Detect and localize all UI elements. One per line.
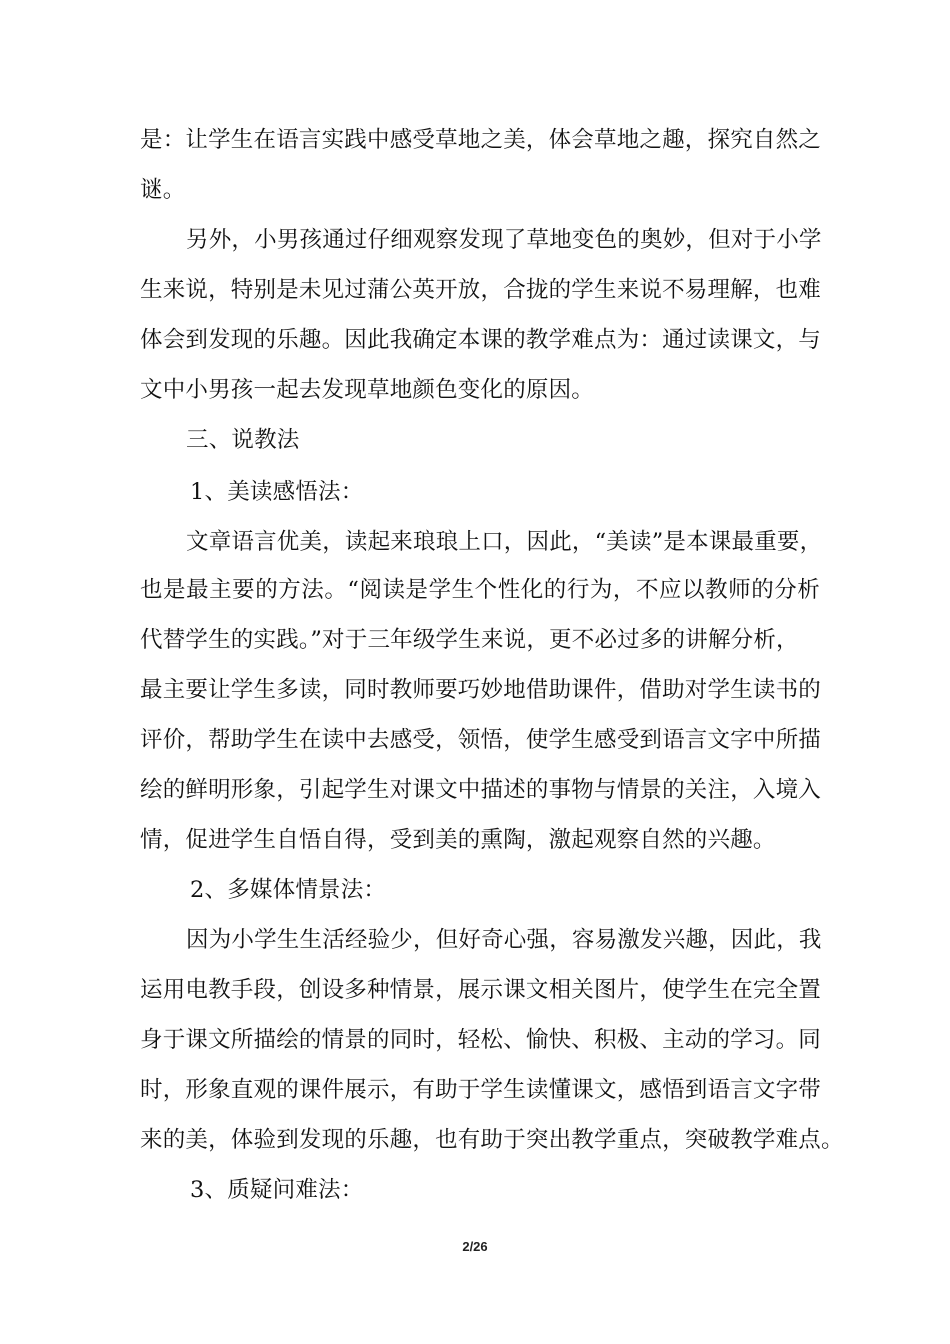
body-line: 最主要让学生多读，同时教师要巧妙地借助课件，借助对学生读书的 xyxy=(140,677,822,703)
section-heading: 三、说教法 xyxy=(186,427,300,453)
body-line: 时，形象直观的课件展示，有助于学生读懂课文，感悟到语言文字带 xyxy=(140,1077,822,1103)
body-line: 是：让学生在语言实践中感受草地之美，体会草地之趣，探究自然之 xyxy=(140,127,822,153)
body-line: 身于课文所描绘的情景的同时，轻松、愉快、积极、主动的学习。同 xyxy=(140,1027,822,1053)
body-line: 文章语言优美，读起来琅琅上口，因此，“美读”是本课最重要， xyxy=(186,529,823,555)
page-number: 2/26 xyxy=(462,1239,488,1254)
body-line: 运用电教手段，创设多种情景，展示课文相关图片，使学生在完全置 xyxy=(140,977,822,1003)
subsection-heading: 3、质疑问难法： xyxy=(190,1177,364,1203)
body-line: 来的美，体验到发现的乐趣，也有助于突出教学重点，突破教学难点。 xyxy=(140,1127,844,1153)
body-line: 评价，帮助学生在读中去感受，领悟，使学生感受到语言文字中所描 xyxy=(140,727,822,753)
body-line: 生来说，特别是未见过蒲公英开放，合拢的学生来说不易理解，也难 xyxy=(140,277,822,303)
subsection-heading: 2、多媒体情景法： xyxy=(190,877,387,903)
body-line: 另外，小男孩通过仔细观察发现了草地变色的奥妙，但对于小学 xyxy=(186,227,822,253)
body-line: 体会到发现的乐趣。因此我确定本课的教学难点为：通过读课文，与 xyxy=(140,327,822,353)
body-line: 情，促进学生自悟自得，受到美的熏陶，激起观察自然的兴趣。 xyxy=(140,827,776,853)
subsection-heading: 1、美读感悟法： xyxy=(190,479,364,505)
body-line: 绘的鲜明形象，引起学生对课文中描述的事物与情景的关注，入境入 xyxy=(140,777,822,803)
body-line: 因为小学生生活经验少，但好奇心强，容易激发兴趣，因此，我 xyxy=(186,927,822,953)
body-line: 谜。 xyxy=(140,177,186,203)
body-line: 也是最主要的方法。“阅读是学生个性化的行为，不应以教师的分析 xyxy=(140,577,820,603)
body-line: 文中小男孩一起去发现草地颜色变化的原因。 xyxy=(140,377,595,403)
body-line: 代替学生的实践。”对于三年级学生来说，更不必过多的讲解分析， xyxy=(140,627,799,653)
